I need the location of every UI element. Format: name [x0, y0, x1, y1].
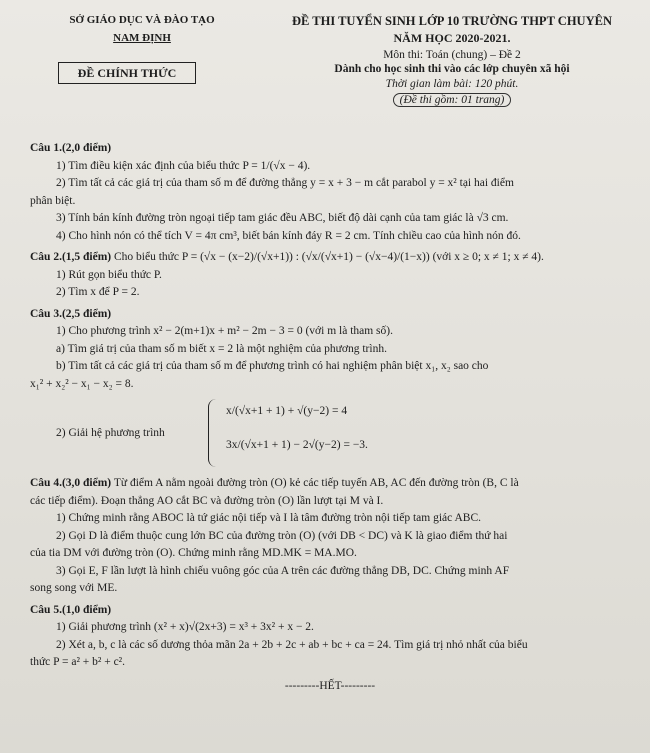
question-1-part-3: 3) Tính bán kính đường tròn ngoại tiếp tam giác đều ABC, biết độ dài cạnh của tam giác là √3 cm. [56, 212, 509, 224]
school-year: NĂM HỌC 2020-2021. [393, 31, 511, 45]
department-name: SỞ GIÁO DỤC VÀ ĐÀO TẠO [69, 14, 215, 26]
question-2-part-1: 1) Rút gọn biểu thức P. [56, 268, 162, 281]
header-right [262, 14, 642, 108]
question-5-title: Câu 5.(1,0 điểm) [30, 603, 112, 616]
exam-title: ĐỀ THI TUYỂN SINH LỚP 10 TRƯỜNG THPT CHUYÊN [292, 14, 612, 28]
system-equation-2: 3x/(√x+1 + 1) − 2√(y−2) = −3. [226, 439, 368, 451]
question-4-part-2: 2) Gọi D là điểm thuộc cung lớn BC của đường tròn (O) (với DB < DC) và K là giao điểm thứ hai [56, 529, 508, 542]
end-marker: ---------HẾT--------- [284, 679, 376, 692]
question-4-intro: Từ điểm A nằm ngoài đường tròn (O) kẻ các tiếp tuyến AB, AC đến đường tròn (B, C là [113, 477, 519, 489]
system-label: 2) Giải hệ phương trình [56, 427, 165, 439]
question-4-part-2-cont: của tia DM với đường tròn (O). Chứng minh rằng MD.MK = MA.MO. [30, 547, 357, 559]
question-3-part-a: a) Tìm giá trị của tham số m biết x = 2 là một nghiệm của phương trình. [56, 342, 387, 355]
question-5-part-2-cont: thức P = a² + b² + c². [30, 656, 126, 668]
equation-system [30, 399, 630, 471]
exam-body [30, 136, 630, 695]
question-1-title: Câu 1.(2,0 điểm) [30, 142, 112, 154]
question-4 [30, 475, 630, 493]
question-2-intro: Cho biểu thức P = (√x − (x−2)/(√x+1)) : (√x/(√x+1) − (√x−4)/(1−x)) (với x ≥ 0; x ≠ 1; x ≠ 4). [114, 251, 544, 263]
official-stamp: ĐỀ CHÍNH THỨC [58, 62, 196, 84]
question-3-part-b-cont: x₁² + x₂² − x₁ − x₂ = 8. [30, 377, 134, 390]
question-2 [30, 249, 630, 267]
question-1-part-1: 1) Tìm điều kiện xác định của biểu thức P = 1/(√x − 4). [56, 159, 311, 172]
exam-time: Thời gian làm bài: 120 phút. [385, 78, 519, 90]
question-1-part-4: 4) Cho hình nón có thể tích V = 4π cm³, biết bán kính đáy R = 2 cm. Tính chiều cao của hình nón đó. [56, 229, 521, 242]
exam-pages: (Đề thi gồm: 01 trang) [393, 93, 512, 107]
question-3-title: Câu 3.(2,5 điểm) [30, 307, 112, 320]
question-4-part-3: 3) Gọi E, F lần lượt là hình chiếu vuông góc của A trên các đường thẳng DB, DC. Chứng minh AF [56, 564, 510, 577]
system-equation-1: x/(√x+1 + 1) + √(y−2) = 4 [226, 405, 348, 417]
exam-subject: Môn thi: Toán (chung) – Đề 2 [383, 49, 521, 61]
question-4-intro-cont: các tiếp điểm). Đoạn thẳng AO cắt BC và đường tròn (O) lần lượt tại M và I. [30, 494, 384, 507]
exam-header [0, 8, 650, 128]
question-2-title: Câu 2.(1,5 điểm) [30, 251, 112, 263]
question-4-title: Câu 4.(3,0 điểm) [30, 477, 112, 489]
question-5-part-2: 2) Xét a, b, c là các số dương thỏa mãn 2a + 2b + 2c + ab + bc + ca = 24. Tìm giá trị nhỏ nhất của biểu [56, 638, 528, 651]
question-4-part-1: 1) Chứng minh rằng ABOC là tứ giác nội tiếp và I là tâm đường tròn nội tiếp tam giác ABC. [56, 512, 481, 524]
question-2-part-2: 2) Tìm x để P = 2. [56, 286, 140, 298]
question-1-part-2: 2) Tìm tất cả các giá trị của tham số m để đường thẳng y = x + 3 − m cắt parabol y = x² tại hai điểm [56, 177, 514, 189]
question-1-part-2-cont: phân biệt. [30, 194, 76, 207]
question-3-part-b: b) Tìm tất cả các giá trị của tham số m để phương trình có hai nghiệm phân biệt x₁, x₂ sao cho [56, 360, 489, 372]
question-4-part-3-cont: song song với ME. [30, 582, 118, 594]
exam-audience: Dành cho học sinh thi vào các lớp chuyên xã hội [334, 63, 570, 75]
question-3-part-1: 1) Cho phương trình x² − 2(m+1)x + m² − 2m − 3 = 0 (với m là tham số). [56, 325, 393, 337]
header-left [52, 14, 232, 44]
system-brace [208, 399, 217, 467]
province-name: NAM ĐỊNH [113, 32, 171, 44]
question-5-part-1: 1) Giải phương trình (x² + x)√(2x+3) = x³ + 3x² + x − 2. [56, 621, 314, 633]
